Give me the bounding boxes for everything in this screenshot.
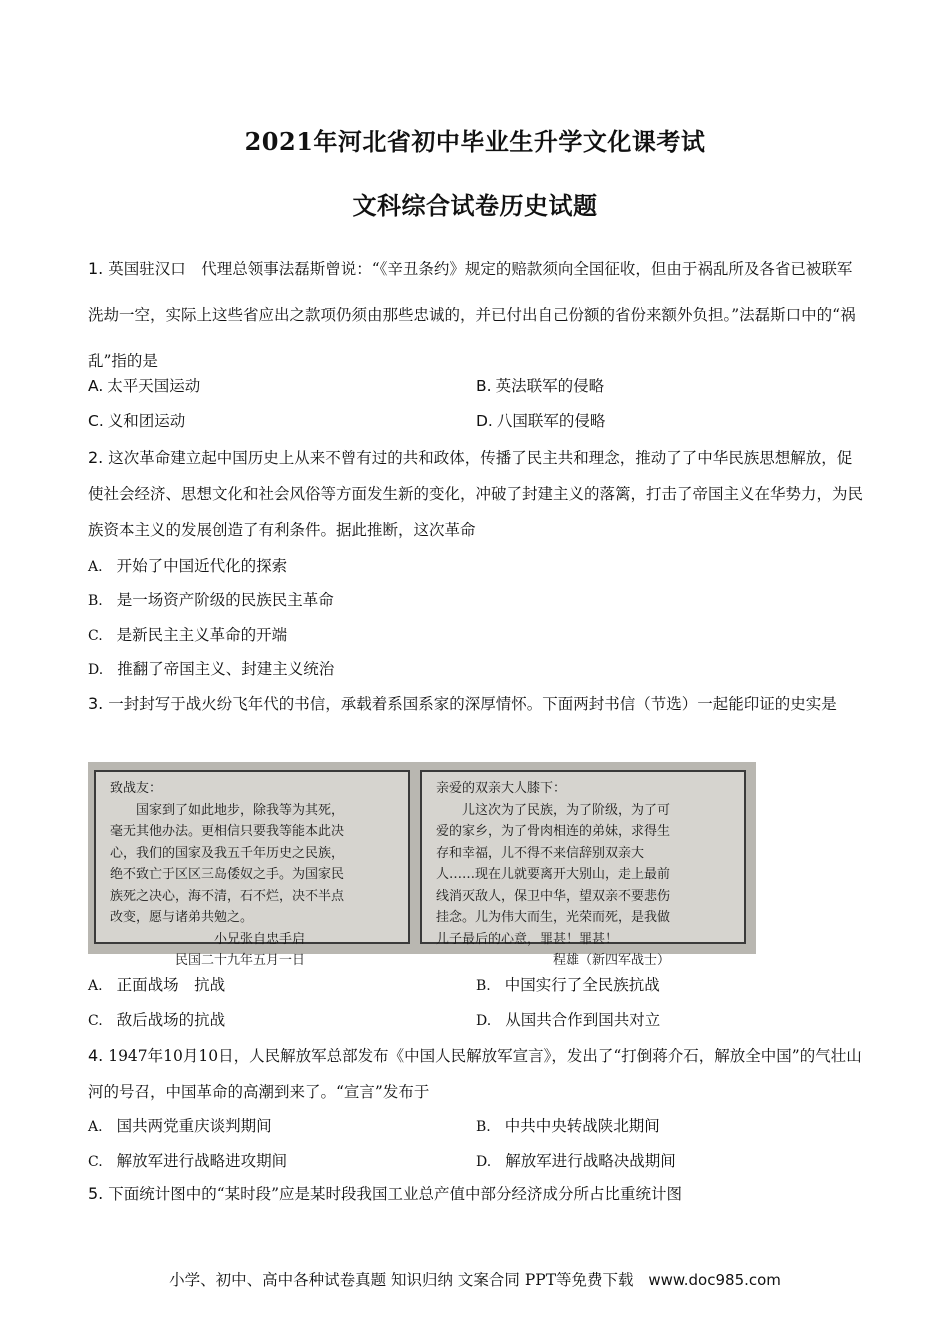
- question-stem: 一封封写于战火纷飞年代的书信，承载着系国系家的深厚情怀。下面两封书信（节选）一起能印证的史实是: [108, 695, 837, 713]
- footer-link[interactable]: www.doc985.com: [648, 1271, 781, 1289]
- option-label: B.: [476, 377, 492, 395]
- option-text: 中国实行了全民族抗战: [504, 976, 660, 994]
- question-4: [88, 1038, 863, 1110]
- option-text: 国共两党重庆谈判期间: [116, 1117, 272, 1135]
- question-number: 1.: [88, 259, 104, 278]
- option-label: C.: [88, 1013, 103, 1029]
- option-label: B.: [88, 593, 103, 609]
- question-2: [88, 440, 863, 548]
- option-text: 推翻了帝国主义、封建主义统治: [117, 660, 335, 678]
- option-label: B.: [476, 1119, 491, 1135]
- option-4a: [88, 1116, 272, 1137]
- option-label: D.: [476, 412, 493, 430]
- letter-zhang-zizhong: [94, 770, 410, 968]
- option-text: 英法联军的侵略: [495, 377, 605, 395]
- option-2b: [88, 590, 334, 611]
- option-3b: [476, 975, 660, 996]
- option-text: 中共中央转战陕北期间: [504, 1117, 660, 1135]
- option-1d: [476, 411, 605, 431]
- option-text: 开始了中国近代化的探索: [116, 557, 288, 575]
- option-label: D.: [476, 1154, 492, 1170]
- question-number: 5.: [88, 1184, 104, 1203]
- question-stem: 英国驻汉口 代理总领事法磊斯曾说：“《辛丑条约》规定的赔款须向全国征收，但由于祸乱所及各省已被联军洗劫一空，实际上这些省应出之款项仍须由那些忠诚的，并已付出自己份额的省份来额外负担。”法磊斯口中的“祸乱”指的是: [88, 260, 856, 370]
- option-text: 是新民主主义革命的开端: [116, 626, 288, 644]
- page-footer: [0, 1268, 950, 1290]
- option-label: A.: [88, 377, 104, 395]
- letters-photo: [88, 762, 756, 968]
- option-label: D.: [88, 662, 104, 678]
- letter-text: 致战友： 国家到了如此地步，除我等为其死， 毫无其他办法。更相信只要我等能本此决 心，我们的国家及我五千年历史之民族， 绝不致亡于区区三岛倭奴之手。为国家民 族死之决心，海不清，石不烂，决不半点 改变，愿与诸弟共勉之。 小兄张自忠手启 民国二十九年五月一日: [110, 781, 345, 968]
- option-1b: [476, 376, 604, 396]
- option-label: A.: [88, 978, 103, 994]
- option-4c: [88, 1151, 287, 1172]
- exam-subtitle: 文科综合试卷历史试题: [352, 191, 598, 220]
- letter-cheng-xiong: [420, 770, 746, 968]
- option-label: C.: [88, 412, 104, 430]
- option-label: A.: [88, 559, 103, 575]
- option-3c: [88, 1010, 225, 1031]
- question-stem: 下面统计图中的“某时段”应是某时段我国工业总产值中部分经济成分所占比重统计图: [108, 1185, 683, 1203]
- question-3: [88, 686, 863, 722]
- option-text: 敌后战场的抗战: [116, 1011, 226, 1029]
- option-label: B.: [476, 978, 491, 994]
- option-3d: [476, 1010, 660, 1031]
- option-label: A.: [88, 1119, 103, 1135]
- question-stem: 这次革命建立起中国历史上从来不曾有过的共和政体，传播了民主共和理念，推动了了中华民族思想解放，促使社会经济、思想文化和社会风俗等方面发生新的变化，冲破了封建主义的落篱，打击了帝国主义在华势力，为民族资本主义的发展创造了有利条件。据此推断，这次革命: [88, 449, 864, 539]
- option-label: C.: [88, 628, 103, 644]
- question-number: 3.: [88, 694, 104, 713]
- footer-text: 小学、初中、高中各种试卷真题 知识归纳 文案合同 PPT等免费下载: [169, 1271, 634, 1289]
- option-text: 解放军进行战略决战期间: [505, 1152, 676, 1170]
- option-text: 从国共合作到国共对立: [505, 1011, 661, 1029]
- option-4b: [476, 1116, 660, 1137]
- exam-title: 2021年河北省初中毕业生升学文化课考试: [244, 127, 706, 156]
- option-4d: [476, 1151, 676, 1172]
- option-text: 是一场资产阶级的民族民主革命: [116, 591, 334, 609]
- letter-text: 亲爱的双亲大人膝下： 儿这次为了民族，为了阶级，为了可 爱的家乡，为了骨肉相连的弟妹，求得生 存和幸福，儿不得不来信辞别双亲大 人……现在儿就要离开大别山，走上最前 线消灭敌人，保卫中华，望双亲不要悲伤 挂念。儿为伟大而生，光荣而死，是我做 儿子最后的心意，罪甚！罪甚！ 程雄（新四军战士）: [436, 781, 671, 968]
- option-label: C.: [88, 1154, 103, 1170]
- option-text: 义和团运动: [107, 412, 186, 430]
- question-number: 2.: [88, 448, 104, 467]
- option-2c: [88, 625, 287, 646]
- option-1a: [88, 376, 200, 396]
- option-text: 八国联军的侵略: [496, 412, 606, 430]
- question-stem: 1947年10月10日，人民解放军总部发布《中国人民解放军宣言》，发出了“打倒蒋介石，解放全中国”的气壮山河的号召，中国革命的高潮到来了。“宣言”发布于: [88, 1047, 862, 1101]
- option-text: 正面战场 抗战: [116, 976, 226, 994]
- option-2d: [88, 659, 334, 680]
- question-1: [88, 246, 863, 384]
- option-2a: [88, 556, 287, 577]
- option-3a: [88, 975, 225, 996]
- option-text: 太平天国运动: [107, 377, 201, 395]
- option-1c: [88, 411, 185, 431]
- option-label: D.: [476, 1013, 492, 1029]
- option-text: 解放军进行战略进攻期间: [116, 1152, 288, 1170]
- question-number: 4.: [88, 1046, 104, 1065]
- question-5: [88, 1176, 863, 1212]
